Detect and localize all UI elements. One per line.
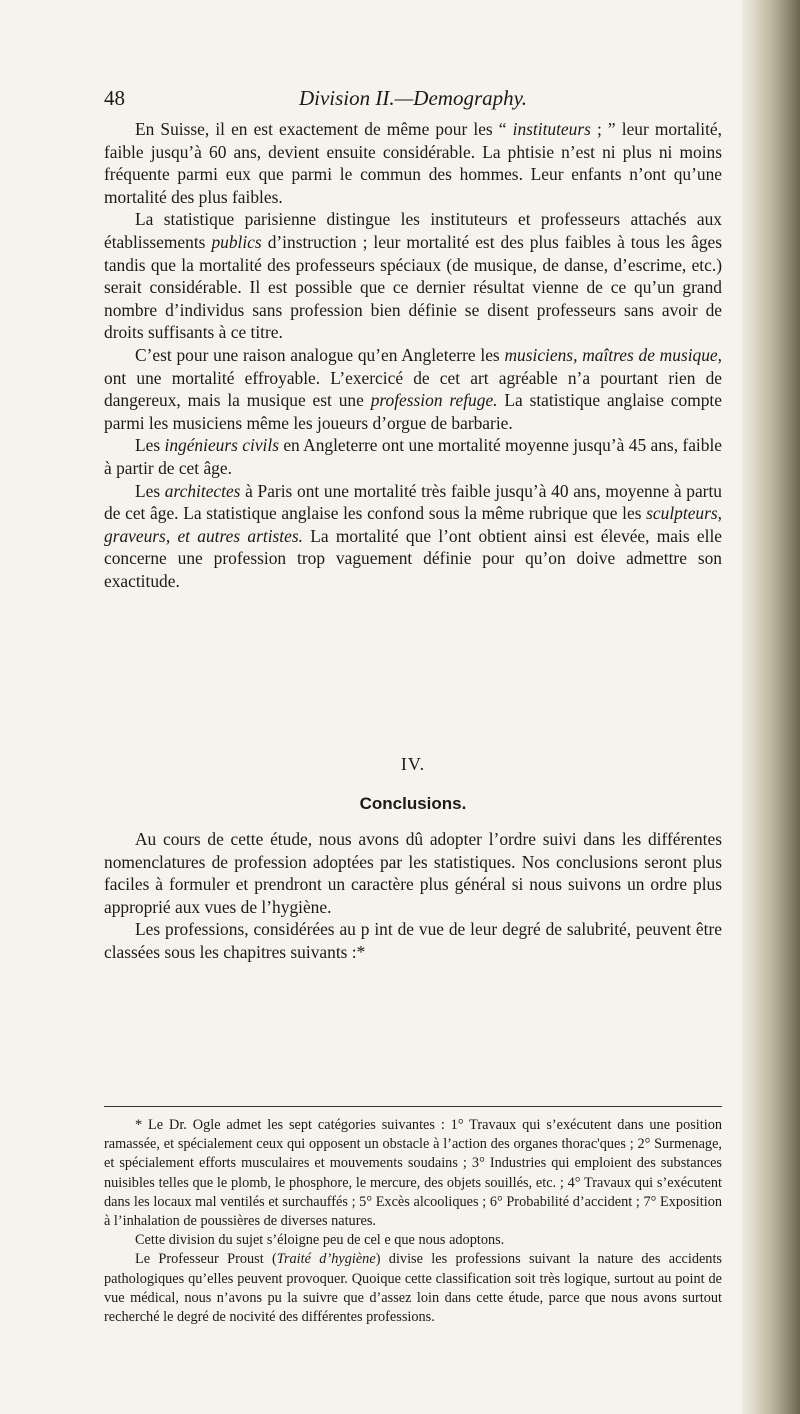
running-title: Division II.—Demography. — [298, 86, 528, 110]
paragraph: En Suisse, il en est exactement de même pour les “ instituteurs ; ” leur mortalité, faible jusqu’à 60 ans, devient ensuite considérable. La phtisie n’est ni plus ni moins fréquente parmi eux que parmi le commun des hommes. Leur enfants n’ont qu’une mortalité des plus faibles. — [104, 119, 722, 207]
paragraph: Les ingénieurs civils en Angleterre ont une mortalité moyenne jusqu’à 45 ans, faible à partir de cet âge. — [104, 435, 722, 478]
page-number: 48 — [104, 86, 125, 110]
footnote: Le Professeur Proust (Traité d’hygiène) divise les professions suivant la nature des accidents pathologiques qu’elles peuvent provoquer. Quoique cette classification soit très logique, surtout au point de vue médical, nous n’avons pu la suivre que d’assez loin dans cette étude, parce que nous avons surtout recherché le degré de nocivité des différentes professions. — [104, 1251, 722, 1326]
paragraph: C’est pour une raison analogue qu’en Angleterre les musiciens, maîtres de musique, ont une mortalité effroyable. L’exercicé de cet art agréable n’a pourtant rien de dangereux, mais la musique est une profession refuge. La statistique anglaise compte parmi les musiciens même les joueurs d’orgue de barbarie. — [104, 344, 722, 433]
section-title: Conclusions. — [359, 794, 467, 813]
body-text-top — [104, 118, 722, 592]
paragraph: Les architectes à Paris ont une mortalité très faible jusqu’à 40 ans, moyenne à partu de cet âge. La statistique anglaise les confond sous la même rubrique que les sculpteurs, graveurs, et autres artistes. La mortalité que l’ont obtient ainsi est élevée, mais elle concerne une profession trop vaguement définie pour qu’on doive admettre son exactitude. — [104, 480, 722, 591]
footnote: Cette division du sujet s’éloigne peu de cel e que nous adoptons. — [135, 1232, 505, 1249]
footnote-divider — [104, 1106, 722, 1107]
paragraph: Les professions, considérées au p int de vue de leur degré de salubrité, peuvent être classées sous les chapitres suivants :* — [104, 919, 722, 962]
footnote: * Le Dr. Ogle admet les sept catégories suivantes : 1° Travaux qui s’exécutent dans une position ramassée, et spécialement ceux qui opposent un obstacle à l’action des organes thorac'ques ; 2° Surmenage, et spécialement efforts musculaires et mouvements soudains ; 3° Industries qui emploient des substances nuisibles telles que le plomb, le phosphore, le mercure, des objets souillés, etc. ; 4° Travaux qui s’exécutent dans les locaux mal ventilés et surchauffés ; 5° Excès alcooliques ; 6° Probabilité d’accident ; 7° Exposition à l’inhalation de poussières de diverses natures. — [104, 1117, 722, 1230]
paragraph: Au cours de cette étude, nous avons dû adopter l’ordre suivi dans les différentes nomenclatures de profession adoptées par les statistiques. Nos conclusions seront plus faciles à formuler et prendront un caractère plus général si nous suivons un ordre plus approprié aux vues de l’hygiène. — [104, 829, 722, 917]
body-text-bottom — [104, 828, 722, 964]
footnotes — [104, 1116, 722, 1327]
running-header — [104, 86, 722, 112]
section-number: IV. — [400, 754, 426, 774]
page-binding-gutter — [742, 0, 800, 1414]
paragraph: La statistique parisienne distingue les instituteurs et professeurs attachés aux établissements publics d’instruction ; leur mortalité est des plus faibles à tous les âges tandis que la mortalité des professeurs spéciaux (de musique, de danse, d’escrime, etc.) serait considérable. Il est possible que ce dernier résultat vienne de ce qu’un grand nombre d’individus sans profession bien définie se disent professeurs sans avoir de droits suffisants à ce titre. — [104, 209, 722, 343]
